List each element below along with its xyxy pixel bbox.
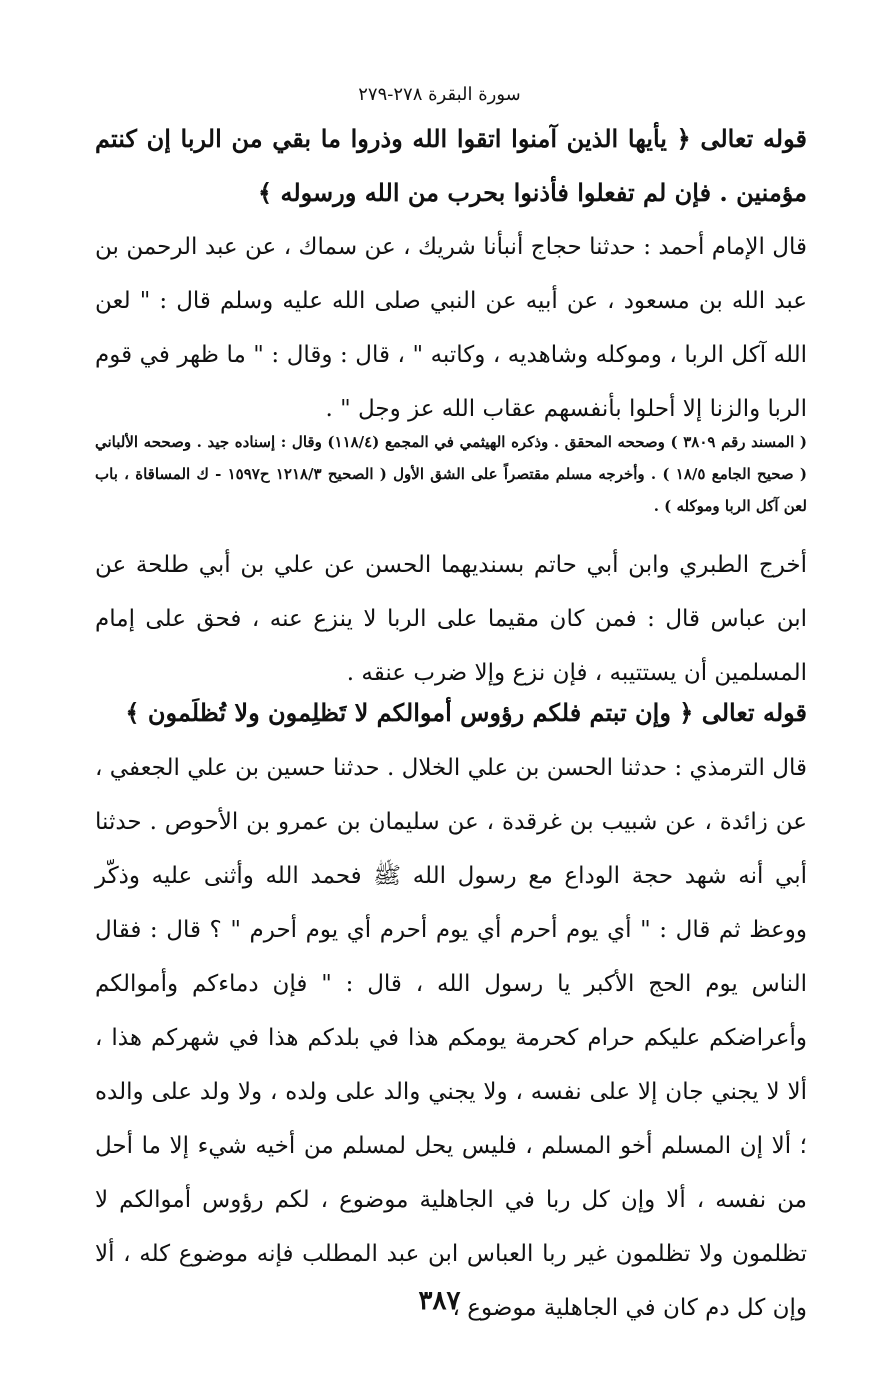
- verse-heading: قوله تعالى ﴿ يأيها الذين آمنوا اتقوا الله وذروا ما بقي من الربا إن كنتم مؤمنين . فإن لم تفعلوا فأذنوا بحرب من الله ورسوله ﴾: [95, 124, 807, 207]
- hadith-text: قال الإمام أحمد : حدثنا حجاج أنبأنا شريك ، عن سماك ، عن عبد الرحمن بن عبد الله بن مسعود ، عن أبيه عن النبي صلى الله عليه وسلم قال : " لعن الله آكل الربا ، وموكله وشاهديه ، وكاتبه " ، قال : وقال : " ما ظهر في قوم الربا والزنا إلا أحلوا بأنفسهم عقاب الله عز وجل " .: [95, 234, 807, 422]
- page-number: ٣٨٧: [418, 1286, 461, 1316]
- footnote-reference: ( المسند رقم ٣٨٠٩ ) وصححه المحقق . وذكره الهيثمي في المجمع (١١٨/٤) وقال : إسناده جيد . وصححه الألباني ( صحيح الجامع ١٨/٥ ) . وأخرجه مسلم مقتصراً على الشق الأول ( الصحيح ١٢١٨/٣ ح١٥٩٧ - ك المساقاة ، باب لعن آكل الربا وموكله ) .: [95, 433, 808, 515]
- verse-heading: قوله تعالى ﴿ وإن تبتم فلكم رؤوس أموالكم لا تَظلِمون ولا تُظلَمون ﴾: [125, 698, 807, 727]
- hadith-text: قال الترمذي : حدثنا الحسن بن علي الخلال . حدثنا حسين بن علي الجعفي ، عن زائدة ، عن شبيب بن غرقدة ، عن سليمان بن عمرو بن الأحوص . حدثنا أبي أنه شهد حجة الوداع مع رسول الله ﷺ فحمد الله وأثنى عليه وذكّر ووعظ ثم قال : " أي يوم أحرم أي يوم أحرم أي يوم أحرم " ؟ قال : فقال الناس يوم الحج الأكبر يا رسول الله ، قال : " فإن دماءكم وأموالكم وأعراضكم عليكم حرام كحرمة يومكم هذا في بلدكم هذا في شهركم هذا ، ألا لا يجني جان إلا على نفسه ، ولا يجني والد على ولده ، ولا ولد على والده ؛ ألا إن المسلم أخو المسلم ، فليس يحل لمسلم من أخيه شيء إلا ما أحل من نفسه ، ألا وإن كل ربا في الجاهلية موضوع ، لكم رؤوس أموالكم لا تظلمون ولا تظلمون غير ربا العباس ابن عبد المطلب فإنه موضوع كله ، ألا وإن كل دم كان في الجاهلية موضوع ،: [95, 755, 807, 1321]
- running-header: سورة البقرة ٢٧٨-٢٧٩: [358, 84, 521, 105]
- tafsir-paragraph: أخرج الطبري وابن أبي حاتم بسنديهما الحسن عن علي بن أبي طلحة عن ابن عباس قال : فمن كان مقيما على الربا لا ينزع عنه ، فحق على إمام المسلمين أن يستتيبه ، فإن نزع وإلا ضرب عنقه .: [95, 552, 807, 686]
